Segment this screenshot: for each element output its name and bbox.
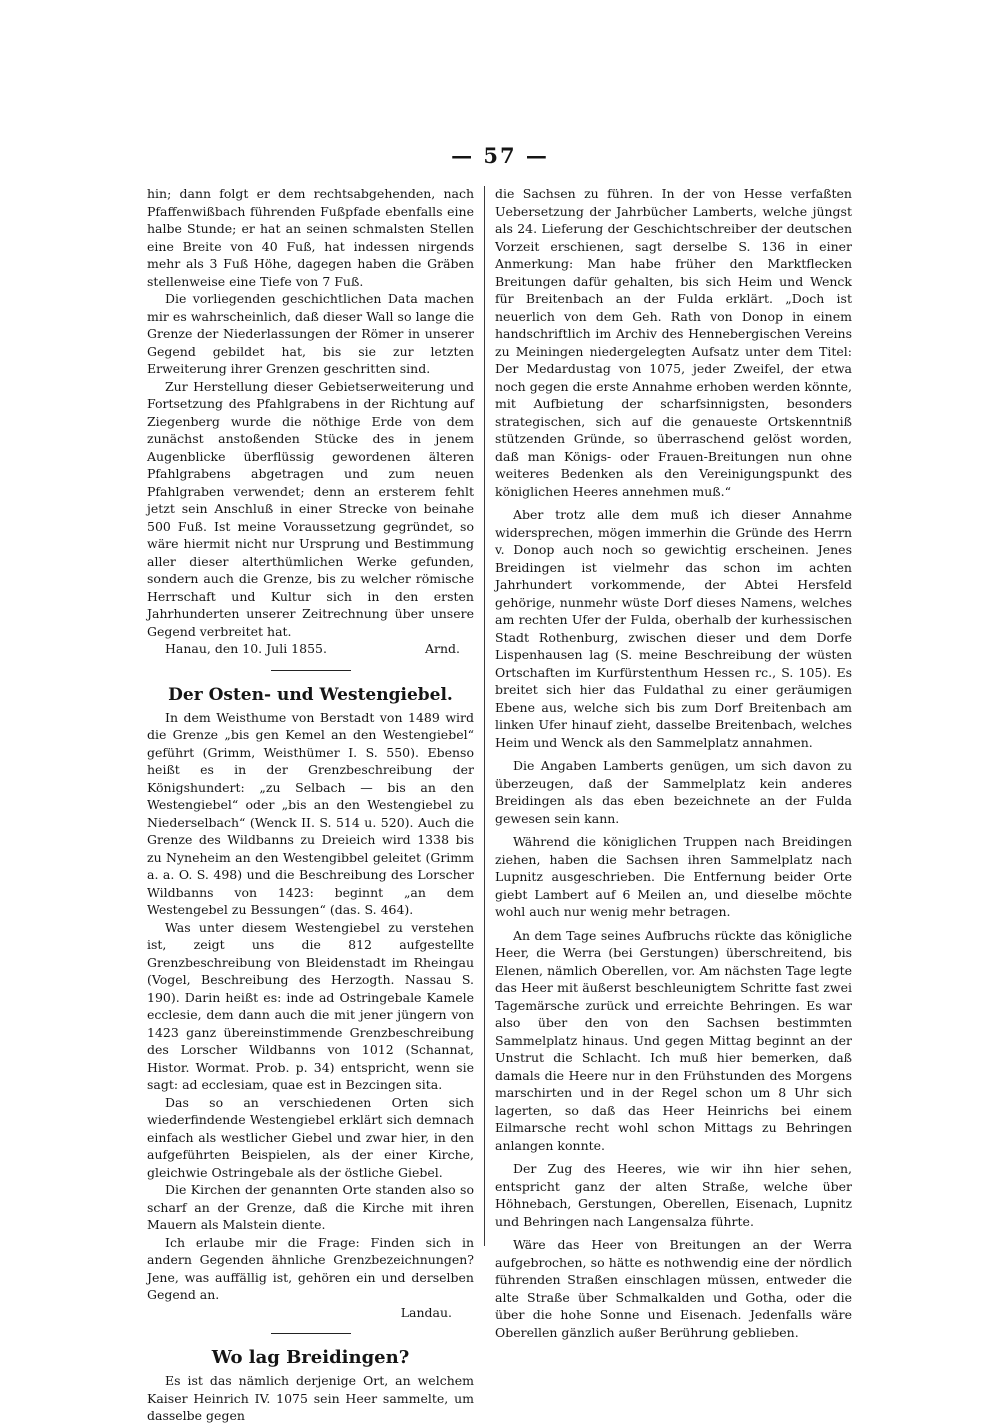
paragraph: Zur Herstellung dieser Gebietserweiterung und Fortsetzung des Pfahlgrabens in der Richtung auf Ziegenberg wurde die nöthige Erde von dem zunächst anstoßenden Stücke des in jenem Augenblicke überflüssig gewordenen älteren Pfahlgrabens abgetragen und zum neuen Pfahlgraben verwendet; denn an ersterem fehlt jetzt sein Anschluß in einer Strecke von beinahe 500 Fuß. Ist meine Voraussetzung gegründet, so wäre hiermit nicht nur Ursprung und Bestimmung aller dieser alterthümlichen Werke gefunden, sondern auch die Grenze, bis zu welcher römische Herrschaft und Kultur sich in den ersten Jahrhunderten unserer Zeitrechnung über unsere Gegend verbreitet hat.: [147, 378, 474, 639]
left-column: [147, 185, 474, 1425]
paragraph: Was unter diesem Westengiebel zu verstehen ist, zeigt uns die 812 aufgestellte Grenzbeschreibung von Bleidenstadt im Rheingau (Vogel, Beschreibung des Herzogth. Nassau S. 190). Darin heißt es: inde ad Ostringebale Kamele ecclesie, dem dann auch die mit jener jüngern von 1423 ganz übereinstimmende Grenzbeschreibung des Lorscher Wildbanns von 1012 (Schannat, Histor. Wormat. Prob. p. 34) entspricht, wenn sie sagt: ad ecclesiam, quae est in Bezcingen sita.: [147, 919, 474, 1092]
section-rule: [271, 670, 351, 671]
paragraph: Während die königlichen Truppen nach Breidingen ziehen, haben die Sachsen ihren Sammelplatz nach Lupnitz ausgeschrieben. Die Entfernung beider Orte giebt Lambert auf 6 Meilen an, und dieselbe möchte wohl auch nur wenig mehr betragen.: [495, 834, 852, 919]
author-signature: Landau.: [400, 1304, 452, 1320]
paragraph: Wäre das Heer von Breitungen an der Werra aufgebrochen, so hätte es nothwendig eine der nördlich führenden Straßen einschlagen müssen, entweder die alte Straße über Schmalkalden und Gotha, oder die über die hohe Sonne und Eisenach. Jedenfalls wäre Oberellen gänzlich außer Berührung geblieben.: [495, 1237, 852, 1340]
paragraph: An dem Tage seines Aufbruchs rückte das königliche Heer, die Werra (bei Gerstungen) überschreitend, bis Elenen, nämlich Oberellen, vor. Am nächsten Tage legte das Heer mit äußerst beschleunigtem Schritte fast zwei Tagemärsche zurück und erreichte Behringen. Es war also über den von den Sachsen bestimmten Sammelplatz hinaus. Und gegen Mittag beginnt an der Unstrut die Schlacht. Ich muß hier bemerken, daß damals die Heere nur in den Frühstunden des Morgens marschirten und in der Regel schon um 8 Uhr sich lagerten, so daß das Heer Heinrichs bei einem Eilmarsche recht wohl schon Mittags zu Behringen anlangen konnte.: [495, 927, 852, 1153]
date-place: Hanau, den 10. Juli 1855.: [165, 641, 327, 656]
paragraph: Aber trotz alle dem muß ich dieser Annahme widersprechen, mögen immerhin die Gründe des Herrn v. Donop auch noch so gewichtig erscheinen. Jenes Breidingen ist vielmehr das schon im achten Jahrhundert vorkommende, der Abtei Hersfeld gehörige, nunmehr wüste Dorf dieses Namens, welches am rechten Ufer der Fulda, oberhalb der kurhessischen Stadt Rothenburg, zwischen dieser und dem Dorfe Lispenhausen lag (S. meine Beschreibung der wüsten Ortschaften im Kurfürstenthum Hessen rc., S. 105). Es breitet sich hier das Fuldathal zu einer geräumigen Ebene aus, welche sich bis zum Dorf Breitenbach am linken Ufer hinauf zieht, dasselbe Breitenbach, welches Heim und Wenck als den Sammelplatz annahmen.: [495, 507, 852, 750]
paragraph: Es ist das nämlich derjenige Ort, an welchem Kaiser Heinrich IV. 1075 sein Heer sammelte, um dasselbe gegen: [147, 1373, 474, 1423]
dateline: [147, 640, 474, 658]
author-signature: Arnd.: [424, 641, 460, 656]
paragraph: Die vorliegenden geschichtlichen Data machen mir es wahrscheinlich, daß dieser Wall so lange die Grenze der Niederlassungen der Römer in unserer Gegend gebildet hat, bis sie zur letzten Erweiterung ihrer Grenzen geschritten sind.: [147, 291, 474, 376]
paragraph: Das so an verschiedenen Orten sich wiederfindende Westengiebel erklärt sich demnach einfach als westlicher Giebel und zwar hier, in den aufgeführten Beispielen, als der einer Kirche, gleichwie Ostringebale als der östliche Giebel.: [147, 1094, 474, 1180]
section-rule: [271, 1333, 351, 1334]
section-heading: Der Osten- und Westengiebel.: [168, 684, 453, 705]
paragraph: Der Zug des Heeres, wie wir ihn hier sehen, entspricht ganz der alten Straße, welche über Höhnebach, Gerstungen, Oberellen, Eisenach, Lupnitz und Behringen nach Langensalza führte.: [495, 1161, 852, 1229]
paragraph: die Sachsen zu führen. In der von Hesse verfaßten Uebersetzung der Jahrbücher Lamberts, welche jüngst als 24. Lieferung der Geschichtschreiber der deutschen Vorzeit erschienen, sagt derselbe S. 136 in einer Anmerkung: Man habe früher den Marktflecken Breitungen dafür gehalten, bis sich Heim und Wenck für Breitenbach an der Fulda erklärt. „Doch ist neuerlich von dem Geh. Rath von Donop in einem handschriftlich im Archiv des Hennebergischen Vereins zu Meiningen niedergelegten Aufsatz unter dem Titel: Der Medardustag von 1075, jeder Zweifel, der etwa noch gegen die erste Annahme erhoben werden könnte, mit Aufbietung der scharfsinnigsten, besonders strategischen, sich auf die genaueste Ortskenntniß stützenden Gründe, so überraschend gelöst worden, daß man Königs- oder Frauen-Breitungen nun ohne weiteres Bedenken als den Vereinigungspunkt des königlichen Heeres annehmen muß.“: [495, 186, 852, 499]
paragraph: In dem Weisthume von Berstadt von 1489 wird die Grenze „bis gen Kemel an den Westengiebel“ geführt (Grimm, Weisthümer I. S. 550). Ebenso heißt es in der Grenzbeschreibung der Königshundert: „zu Selbach — bis an den Westengiebel“ oder „bis an den Westengiebel zu Niederselbach“ (Wenck II. S. 514 u. 520). Auch die Grenze des Wildbanns zu Dreieich wird 1338 bis zu Nyneheim an den Westengibbel geleitet (Grimm a. a. O. S. 498) und die Beschreibung des Lorscher Wildbanns von 1423: beginnt „an dem Westengebel zu Bessungen“ (das. S. 464).: [147, 709, 474, 917]
right-column: [495, 185, 852, 1341]
page-number: — 57 —: [451, 143, 549, 168]
section-heading: Wo lag Breidingen?: [211, 1347, 410, 1368]
paragraph: Die Kirchen der genannten Orte standen also so scharf an der Grenze, daß die Kirche mit ihren Mauern als Malstein diente.: [147, 1182, 474, 1232]
paragraph: hin; dann folgt er dem rechtsabgehenden, nach Pfaffenwißbach führenden Fußpfade ebenfalls eine halbe Stunde; er hat an seinen schmalsten Stellen eine Breite von 40 Fuß, hat indessen nirgends mehr als 3 Fuß Höhe, dagegen haben die Gräben stellenweise eine Tiefe von 7 Fuß.: [147, 186, 474, 289]
paragraph: Die Angaben Lamberts genügen, um sich davon zu überzeugen, daß der Sammelplatz kein anderes Breidingen als das eben bezeichnete an der Fulda gewesen sein kann.: [495, 758, 852, 826]
paragraph: Ich erlaube mir die Frage: Finden sich in andern Gegenden ähnliche Grenzbezeichnungen? Jene, was auffällig ist, gehören ein und derselben Gegend an.: [147, 1234, 474, 1302]
column-divider: [484, 186, 485, 1246]
